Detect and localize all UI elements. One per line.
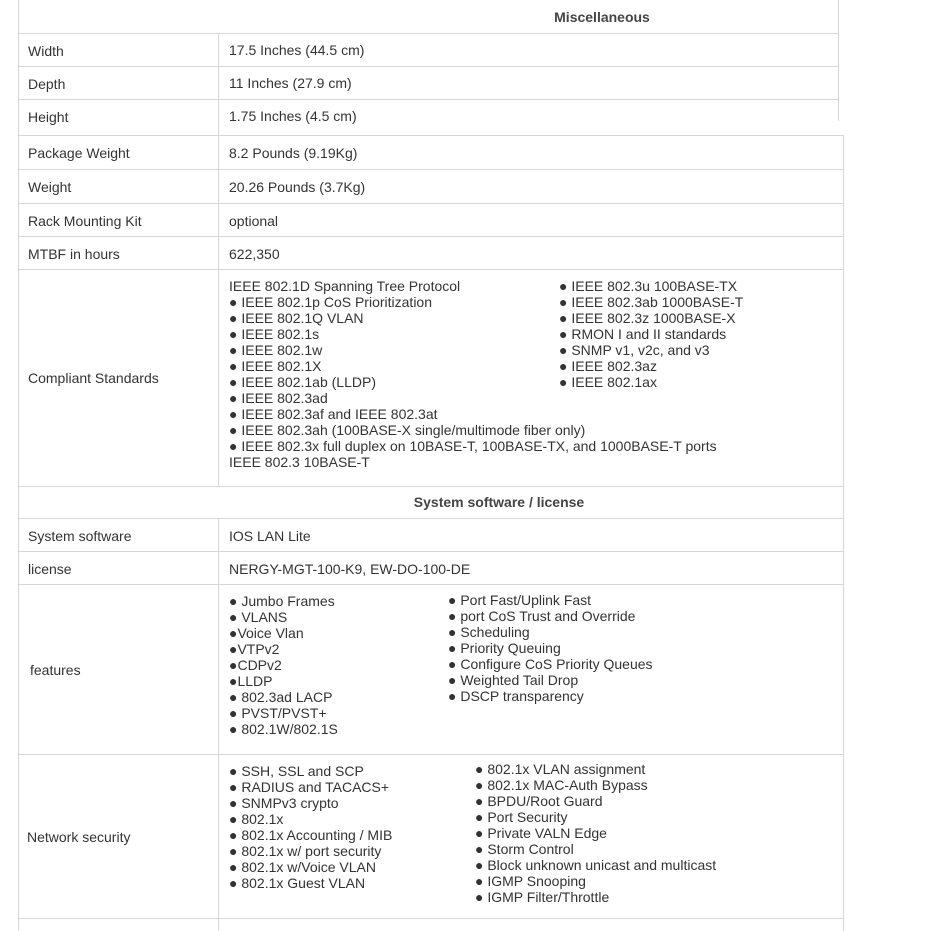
security-item: ● 802.1x MAC-Auth Bypass [475,777,648,793]
row-label-system-software: System software [28,527,132,544]
table2-col-divider [218,518,219,931]
security-item: ● 802.1x w/ port security [229,843,382,859]
row-value-mtbf: 622,350 [229,245,280,262]
standard-item: ● IEEE 802.3az [559,358,657,374]
table2-row-divider [18,169,844,170]
standard-item: ● IEEE 802.3ab 1000BASE-T [559,294,744,310]
feature-item: ●LLDP [229,673,273,689]
standard-item: ● IEEE 802.3z 1000BASE-X [559,310,736,326]
standard-item: IEEE 802.1D Spanning Tree Protocol [229,278,461,294]
standard-item: ● IEEE 802.3u 100BASE-TX [559,278,738,294]
table2-row-divider [18,518,844,519]
table1-row-divider [18,99,839,100]
row-value-package-weight: 8.2 Pounds (9.19Kg) [229,145,358,161]
table1-row-divider [18,66,839,67]
feature-item: ●CDPv2 [229,657,282,673]
feature-item: ● DSCP transparency [448,688,584,704]
features-list-left [229,593,338,737]
feature-item: ●Voice Vlan [229,625,304,641]
standard-item: ● IEEE 802.3ah (100BASE-X single/multimode fiber only) [229,422,586,438]
feature-item: ● Scheduling [448,624,530,640]
table1-left-border [18,0,19,135]
row-label-weight: Weight [28,178,72,195]
feature-item: ● PVST/PVST+ [229,705,327,721]
feature-item: ● Jumbo Frames [229,593,335,609]
security-item: ● Private VALN Edge [475,825,607,841]
standard-item: ● IEEE 802.1w [229,342,323,358]
row-label-license: license [28,560,72,577]
security-item: ● BPDU/Root Guard [475,793,603,809]
standard-item: ● IEEE 802.1ax [559,374,657,390]
standard-item: ● IEEE 802.1ab (LLDP) [229,374,376,390]
feature-item: ● Priority Queuing [448,640,561,656]
table1-right-border [838,0,839,121]
row-label-height: Height [28,108,69,125]
table2-left-border [18,135,19,931]
table2-right-border [843,135,844,931]
feature-item: ● Port Fast/Uplink Fast [448,592,592,608]
feature-item: ●VTPv2 [229,641,280,657]
security-item: ● Block unknown unicast and multicast [475,857,717,873]
feature-item: ● Weighted Tail Drop [448,672,579,688]
table2-row-divider [18,918,844,919]
standard-item: ● RMON I and II standards [559,326,727,342]
row-label-mtbf: MTBF in hours [28,245,120,262]
row-value-rack-mounting-kit: optional [229,212,279,229]
row-value-depth: 11 Inches (27.9 cm) [229,74,352,91]
feature-item: ● Configure CoS Priority Queues [448,656,653,672]
feature-item: ● 802.3ad LACP [229,689,333,705]
security-list-left [229,763,392,891]
standard-item: ● IEEE 802.3af and IEEE 802.3at [229,406,438,422]
security-item: ● Storm Control [475,841,574,857]
section-header-miscellaneous: Miscellaneous [554,9,650,25]
table2-row-divider [18,236,844,237]
standards-list-right [559,278,743,390]
feature-item: ● port CoS Trust and Override [448,608,636,624]
row-label-width: Width [28,42,64,59]
section-header-system-software: System software / license [413,494,585,510]
table2-col-divider [218,135,219,486]
row-value-height: 1.75 Inches (4.5 cm) [229,107,357,124]
row-value-system-software: IOS LAN Lite [229,527,311,544]
feature-item: ● VLANS [229,609,288,625]
row-label-depth: Depth [28,75,66,92]
row-label-network-security: Network security [27,829,131,845]
row-label-compliant-standards: Compliant Standards [28,370,159,386]
security-item: ● RADIUS and TACACS+ [229,779,390,795]
security-item: ● 802.1x [229,811,284,827]
standard-item: ● IEEE 802.1p CoS Prioritization [229,294,432,310]
security-item: ● 802.1x Guest VLAN [229,875,366,891]
standard-item: ● IEEE 802.3x full duplex on 10BASE-T, 100BASE-TX, and 1000BASE-T ports [229,438,717,454]
table2-top-border [18,135,844,136]
row-label-rack-mounting-kit: Rack Mounting Kit [28,212,142,229]
security-item: ● 802.1x w/Voice VLAN [229,859,376,875]
security-item: ● 802.1x VLAN assignment [475,761,646,777]
standard-item: ● SNMP v1, v2c, and v3 [559,342,710,358]
security-item: ● SNMPv3 crypto [229,795,339,811]
row-label-package-weight: Package Weight [28,145,130,161]
standard-item: ● IEEE 802.1s [229,326,320,342]
security-item: ● IGMP Snooping [475,873,586,889]
table1-col-divider [218,33,219,135]
security-item: ● Port Security [475,809,568,825]
security-item: ● IGMP Filter/Throttle [475,889,610,905]
standard-item: IEEE 802.3 10BASE-T [229,454,370,470]
security-list-right [475,761,716,905]
features-list-right [448,592,653,704]
standard-item: ● IEEE 802.1X [229,358,322,374]
security-item: ● 802.1x Accounting / MIB [229,827,393,843]
standard-item: ● IEEE 802.3ad [229,390,328,406]
table2-row-divider [18,754,844,755]
table2-row-divider [18,203,844,204]
row-label-features: features [30,662,81,678]
row-value-width: 17.5 Inches (44.5 cm) [229,41,365,58]
feature-item: ● 802.1W/802.1S [229,721,338,737]
row-value-license: NERGY-MGT-100-K9, EW-DO-100-DE [229,560,471,577]
standard-item: ● IEEE 802.1Q VLAN [229,310,364,326]
row-value-weight: 20.26 Pounds (3.7Kg) [229,178,366,195]
security-item: ● SSH, SSL and SCP [229,763,364,779]
